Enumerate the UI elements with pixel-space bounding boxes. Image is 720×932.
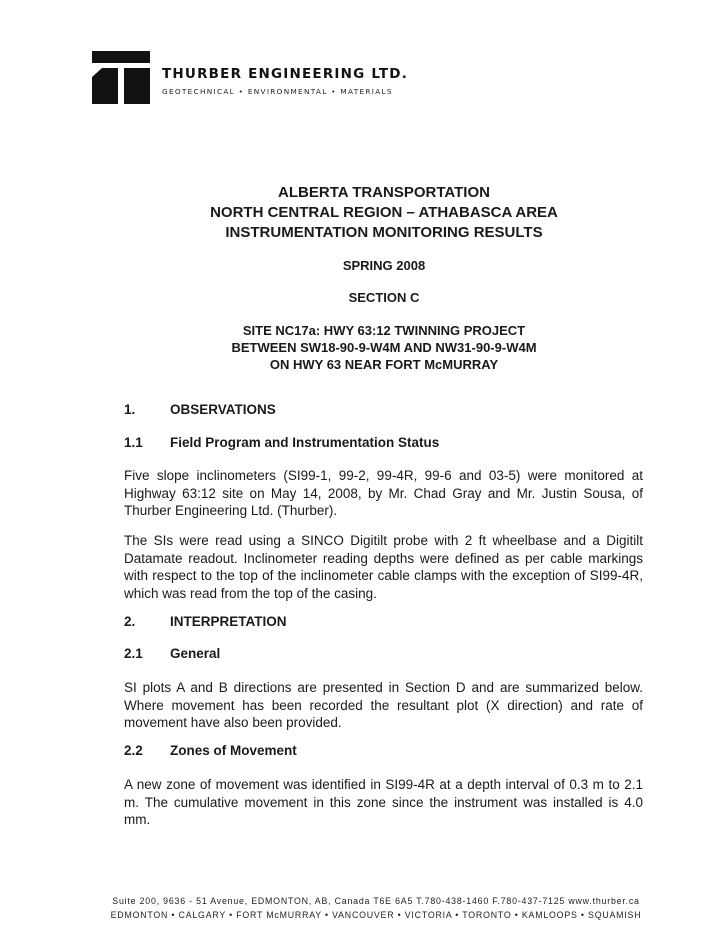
title-line-3: INSTRUMENTATION MONITORING RESULTS — [225, 224, 543, 241]
company-name: THURBER ENGINEERING LTD. — [162, 66, 409, 82]
section-label: SECTION C — [348, 290, 420, 305]
document-title — [0, 183, 720, 243]
paragraph-readings: The SIs were read using a SINCO Digitilt probe with 2 ft wheelbase and a Digitilt Datamate readout. Inclinometer reading depths were defined as per cable markings with respect to the top of the inclinometer cable clamps with the exception of SI99-4R, which was read from the top of the casing. — [124, 533, 643, 601]
footer-address: Suite 200, 9636 - 51 Avenue, EDMONTON, AB, Canada T6E 6A5 T.780-438-1460 F.780-437-7125 www.thurber.ca — [112, 896, 640, 906]
site-line-1: SITE NC17a: HWY 63:12 TWINNING PROJECT — [242, 323, 526, 338]
heading-zones-of-movement: 2.2 Zones of Movement — [124, 743, 297, 758]
company-tagline: GEOTECHNICAL • ENVIRONMENTAL • MATERIALS — [162, 87, 393, 96]
title-line-2: NORTH CENTRAL REGION – ATHABASCA AREA — [210, 204, 558, 221]
title-line-1: ALBERTA TRANSPORTATION — [278, 184, 490, 201]
footer-offices: EDMONTON • CALGARY • FORT McMURRAY • VANCOUVER • VICTORIA • TORONTO • KAMLOOPS • SQUAMISH — [110, 910, 642, 920]
paragraph-zones-of-movement: A new zone of movement was identified in SI99-4R at a depth interval of 0.3 m to 2.1 m. The cumulative movement in this zone since the instrument was installed is 4.0 mm. — [124, 777, 643, 827]
site-description — [0, 322, 720, 373]
heading-general: 2.1 General — [124, 646, 221, 661]
heading-interpretation: 2. INTERPRETATION — [124, 614, 287, 629]
site-line-3: ON HWY 63 NEAR FORT McMURRAY — [269, 357, 499, 372]
thurber-logo-icon — [92, 51, 150, 104]
heading-field-program: 1.1 Field Program and Instrumentation Status — [124, 435, 440, 450]
paragraph-general: SI plots A and B directions are presented in Section D and are summarized below. Where movement has been recorded the resultant plot (X direction) and rate of movement have also been provided. — [124, 680, 643, 730]
season-label: SPRING 2008 — [342, 258, 426, 273]
site-line-2: BETWEEN SW18-90-9-W4M AND NW31-90-9-W4M — [231, 340, 537, 355]
heading-observations: 1. OBSERVATIONS — [124, 402, 276, 417]
paragraph-field-program: Five slope inclinometers (SI99-1, 99-2, 99-4R, 99-6 and 03-5) were monitored at Highway 63:12 site on May 14, 2008, by Mr. Chad Gray and Mr. Justin Sousa, of Thurber Engineering Ltd. (Thurber). — [124, 468, 643, 518]
